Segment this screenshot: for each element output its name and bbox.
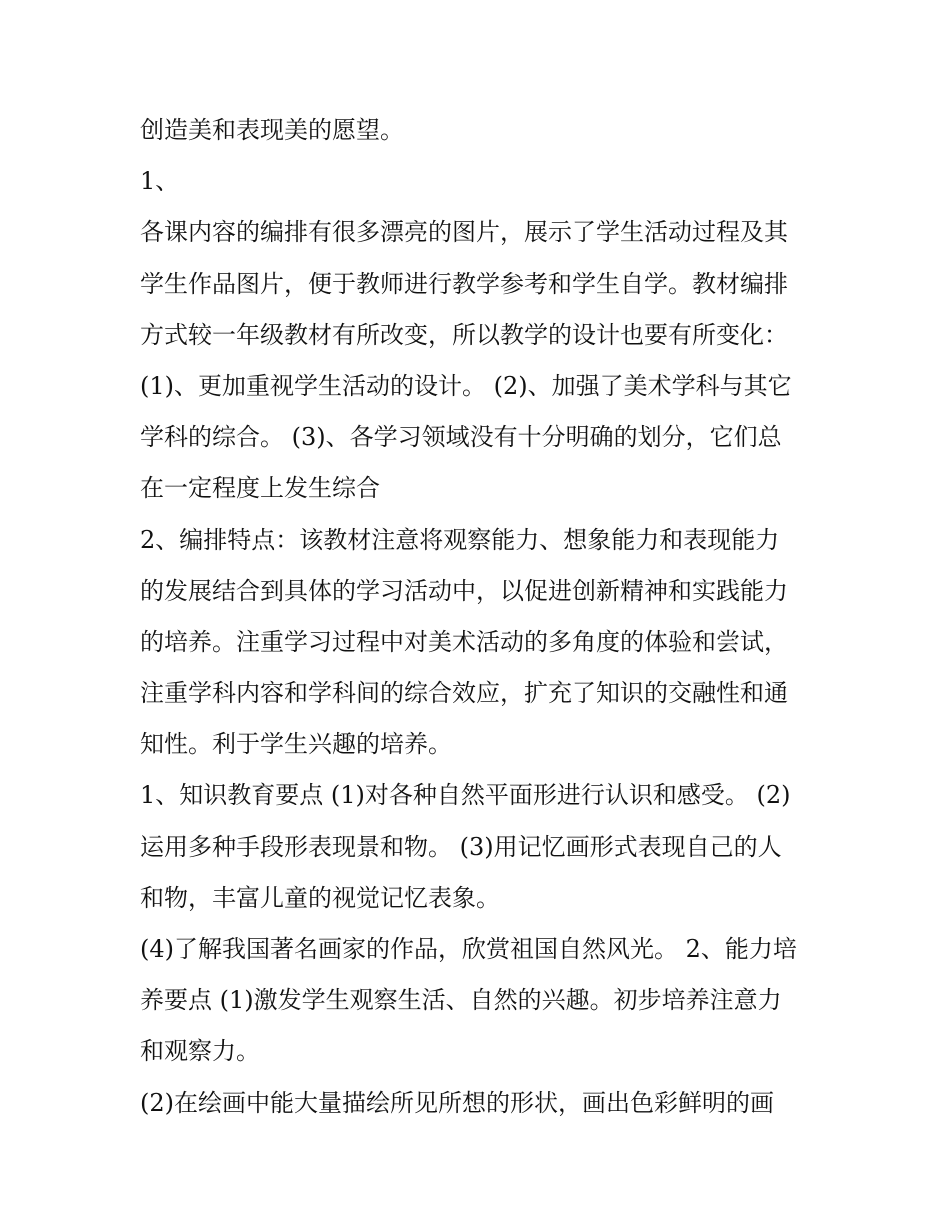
text-line: 养要点 (1)激发学生观察生活、自然的兴趣。初步培养注意力: [140, 986, 782, 1015]
text-line: 学生作品图片，便于教师进行教学参考和学生自学。教材编排: [140, 269, 788, 298]
document-text: [140, 105, 820, 1129]
text-line: 1、知识教育要点 (1)对各种自然平面形进行认识和感受。 (2): [140, 781, 791, 810]
text-line: 注重学科内容和学科间的综合效应，扩充了知识的交融性和通: [140, 679, 788, 708]
text-line: (2)在绘画中能大量描绘所见所想的形状，画出色彩鲜明的画: [140, 1088, 774, 1117]
text-line: 和观察力。: [140, 1037, 260, 1066]
text-line: 创造美和表现美的愿望。: [140, 116, 404, 144]
text-line: 知性。利于学生兴趣的培养。: [140, 730, 452, 759]
text-line: 方式较一年级教材有所改变，所以教学的设计也要有所变化：: [140, 320, 788, 349]
text-line: 在一定程度上发生综合: [140, 474, 380, 503]
text-line: 和物，丰富儿童的视觉记忆表象。: [140, 883, 500, 912]
text-line: 2、编排特点：该教材注意将观察能力、想象能力和表现能力: [140, 525, 780, 554]
text-line: (1)、更加重视学生活动的设计。 (2)、加强了美术学科与其它: [140, 371, 792, 400]
text-line: 各课内容的编排有很多漂亮的图片，展示了学生活动过程及其: [140, 218, 788, 247]
text-line: (4)了解我国著名画家的作品，欣赏祖国自然风光。 2、能力培: [140, 935, 797, 963]
text-line: 的培养。注重学习过程中对美术活动的多角度的体验和尝试，: [140, 627, 788, 656]
text-line: 的发展结合到具体的学习活动中，以促进创新精神和实践能力: [140, 576, 788, 605]
text-line: 运用多种手段形表现景和物。 (3)用记忆画形式表现自己的人: [140, 832, 782, 861]
text-line: 1、: [140, 167, 180, 196]
text-line: 学科的综合。 (3)、各学习领域没有十分明确的划分，它们总: [140, 423, 782, 452]
